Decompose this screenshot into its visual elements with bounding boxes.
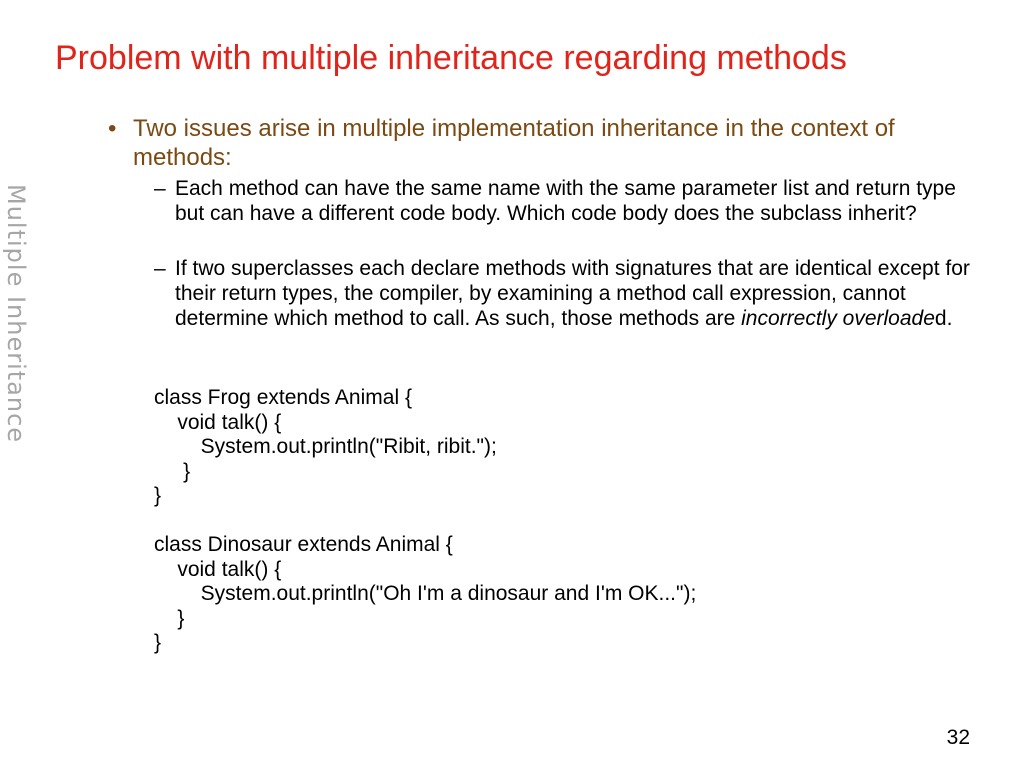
bullet-marker: • [108, 115, 117, 142]
sub-bullet-1 [154, 176, 984, 226]
code-line: void talk() { [154, 410, 282, 434]
sub-bullet-text-tail: d. [934, 307, 953, 330]
code-line: System.out.println("Oh I'm a dinosaur and I'm OK..."); [154, 582, 697, 605]
section-side-label: Multiple Inheritance [2, 184, 30, 444]
code-line: } [154, 631, 162, 654]
main-bullet-text: Two issues arise in multiple implementation inheritance in the context of methods: [133, 115, 895, 171]
sub-bullet-text-plain: If two superclasses each declare methods with signatures that are identical except for their return types, the compiler, by examining a method call expression, cannot determine which method to call. As such, those methods are [175, 257, 970, 330]
code-line: class Frog extends Animal { [154, 386, 412, 409]
slide-title: Problem with multiple inheritance regarding methods [55, 39, 847, 77]
sub-bullet-marker: – [154, 177, 166, 200]
code-block-dinosaur [154, 533, 954, 656]
sub-bullet-2 [154, 256, 984, 331]
code-line: class Dinosaur extends Animal { [154, 533, 453, 556]
code-line: } [154, 484, 162, 507]
code-line: System.out.println("Ribit, ribit."); [154, 435, 497, 458]
code-line: void talk() { [154, 557, 282, 581]
code-line: } [154, 459, 191, 483]
code-block-frog [154, 386, 954, 509]
sub-bullet-text-italic: incorrectly overloade [741, 307, 935, 330]
code-line: } [154, 606, 185, 630]
sub-bullet-marker: – [154, 257, 166, 280]
sub-bullet-text: Each method can have the same name with the same parameter list and return type but can have a different code body. Which code body does the subclass inherit? [175, 177, 956, 225]
sub-bullet-text [154, 256, 984, 331]
page-number: 32 [946, 726, 970, 749]
